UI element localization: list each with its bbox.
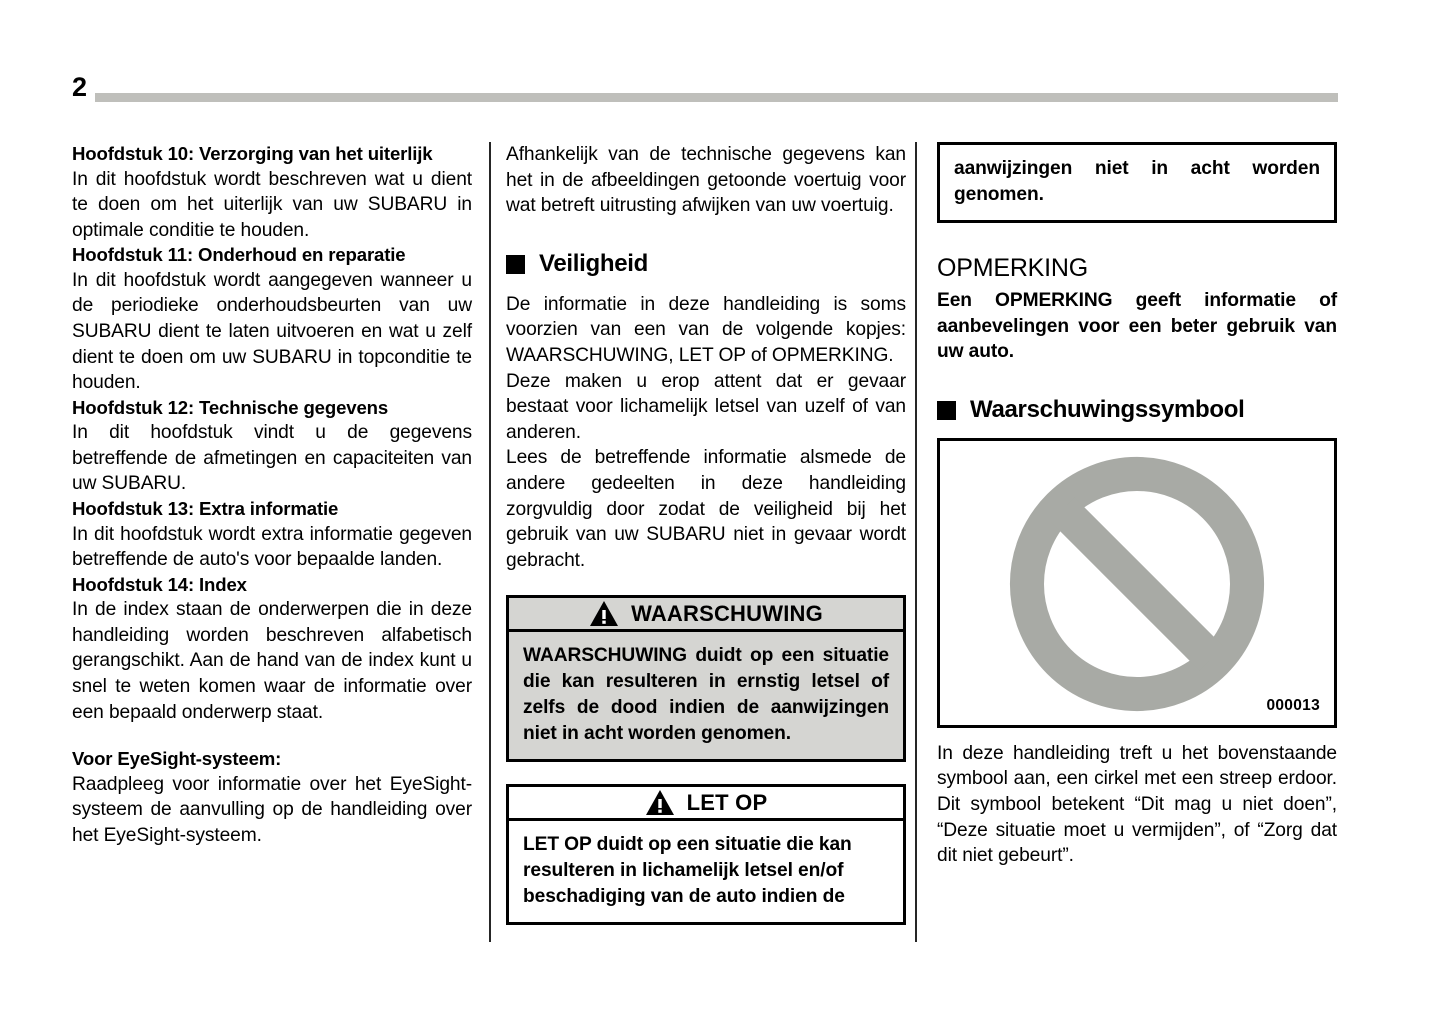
spacer <box>937 223 1337 253</box>
spacer <box>937 365 1337 395</box>
safety-paragraph-1: De informatie in deze handleiding is soms voorzien van een van de volgende kopjes: WAARSCHUWING, LET OP of OPMERKING. <box>506 293 906 366</box>
safety-paragraph-3: Lees de betreffende informatie alsmede de andere gedeelten in deze handleiding zorgvuldig door zodat de veiligheid bij het gebruik van uw SUBARU niet in gevaar wordt gebracht. <box>506 447 906 571</box>
spacer <box>506 279 906 292</box>
symbol-section-heading <box>937 395 1337 425</box>
chapter-14-body: In de index staan de onderwerpen die in deze handleiding worden beschreven alfabetisch gerangschikt. Aan de hand van de index kunt u snel te weten komen waar de informatie over een bepaald onderwerp staat. <box>72 599 472 723</box>
filled-square-bullet-icon <box>506 255 525 274</box>
warning-box-title-bar <box>506 595 906 632</box>
chapter-10-heading: Hoofdstuk 10: Verzorging van het uiterlijk <box>72 143 433 164</box>
spacer <box>506 762 906 784</box>
caution-box-text: LET OP duidt op een situatie die kan resulteren in lichamelijk letsel en/of beschadiging van de auto indien de <box>523 834 852 908</box>
filled-square-bullet-icon <box>937 401 956 420</box>
header-rule <box>95 93 1338 102</box>
warning-box-text: WAARSCHUWING duidt op een situatie die kan resulteren in ernstig letsel of zelfs de dood indien de aanwijzingen niet in acht worden genomen. <box>523 645 889 745</box>
caution-box <box>506 784 906 925</box>
spacer <box>506 219 906 249</box>
note-heading: OPMERKING <box>937 254 1088 282</box>
intro-paragraph: Afhankelijk van de technische gegevens kan het in de afbeeldingen getoonde voertuig voor wat betreft uitrusting afwijken van uw voertuig. <box>506 144 906 217</box>
column-1 <box>72 142 472 942</box>
chapter-14-heading: Hoofdstuk 14: Index <box>72 573 247 595</box>
column-3 <box>937 142 1337 942</box>
spacer <box>72 725 472 747</box>
warning-triangle-icon <box>589 600 619 627</box>
caution-box-body <box>506 821 906 925</box>
safety-section-heading <box>506 249 906 279</box>
warning-box-body <box>506 632 906 762</box>
safety-heading-label: Veiligheid <box>539 249 649 277</box>
chapter-11-heading: Hoofdstuk 11: Onderhoud en reparatie <box>72 244 406 266</box>
page-content <box>0 142 1445 942</box>
chapter-13-heading: Hoofdstuk 13: Extra informatie <box>72 498 339 520</box>
chapter-10-body: In dit hoofdstuk wordt beschreven wat u dient te doen om het uiterlijk van uw SUBARU in optimale conditie te houden. <box>72 168 472 241</box>
figure-code-label: 000013 <box>1266 696 1320 714</box>
page-number: 2 <box>72 72 87 102</box>
chapter-12-heading: Hoofdstuk 12: Technische gegevens <box>72 396 389 418</box>
warning-box-title: WAARSCHUWING <box>631 600 823 626</box>
symbol-heading-label: Waarschuwingssymbool <box>970 395 1245 423</box>
page-header <box>0 70 1445 116</box>
caution-box-title: LET OP <box>686 789 768 815</box>
prohibition-circle-slash-icon <box>1006 453 1268 715</box>
safety-paragraph-2: Deze maken u erop attent dat er gevaar bestaat voor lichamelijk letsel van uzelf of van anderen. <box>506 370 906 443</box>
chapter-12-body: In dit hoofdstuk vindt u de gegevens betreffende de afmetingen en capaciteiten van uw SUBARU. <box>72 422 472 495</box>
eyesight-heading: Voor EyeSight-systeem: <box>72 748 282 770</box>
spacer <box>506 573 906 595</box>
warning-symbol-figure <box>937 438 1337 728</box>
warning-triangle-icon <box>645 789 675 816</box>
warning-box <box>506 595 906 762</box>
column-divider-1 <box>489 142 491 942</box>
chapter-13-body: In dit hoofdstuk wordt extra informatie gegeven betreffende de auto's voor bepaalde landen. <box>72 523 472 571</box>
eyesight-body: Raadpleeg voor informatie over het EyeSight-systeem de aanvulling op de handleiding over het EyeSight-systeem. <box>72 773 472 846</box>
spacer <box>937 425 1337 438</box>
note-body: Een OPMERKING geeft informatie of aanbevelingen voor een beter gebruik van uw auto. <box>937 290 1337 363</box>
caution-box-continuation-text: aanwijzingen niet in acht worden genomen. <box>954 158 1320 205</box>
caution-box-continuation <box>937 142 1337 223</box>
symbol-description: In deze handleiding treft u het bovenstaande symbool aan, een cirkel met een streep erdoor. Dit symbool betekent “Dit mag u niet doen”, “Deze situatie moet u vermijden”, of “Zorg dat dit niet gebeurt”. <box>937 742 1337 867</box>
column-divider-2 <box>915 142 917 942</box>
chapter-11-body: In dit hoofdstuk wordt aangegeven wanneer u de periodieke onderhoudsbeurten van uw SUBARU dient te laten uitvoeren en wat u zelf dient te doen om uw SUBARU in topconditie te houden. <box>72 269 472 394</box>
caution-box-title-bar <box>506 784 906 821</box>
spacer <box>937 728 1337 741</box>
column-2 <box>506 142 906 942</box>
